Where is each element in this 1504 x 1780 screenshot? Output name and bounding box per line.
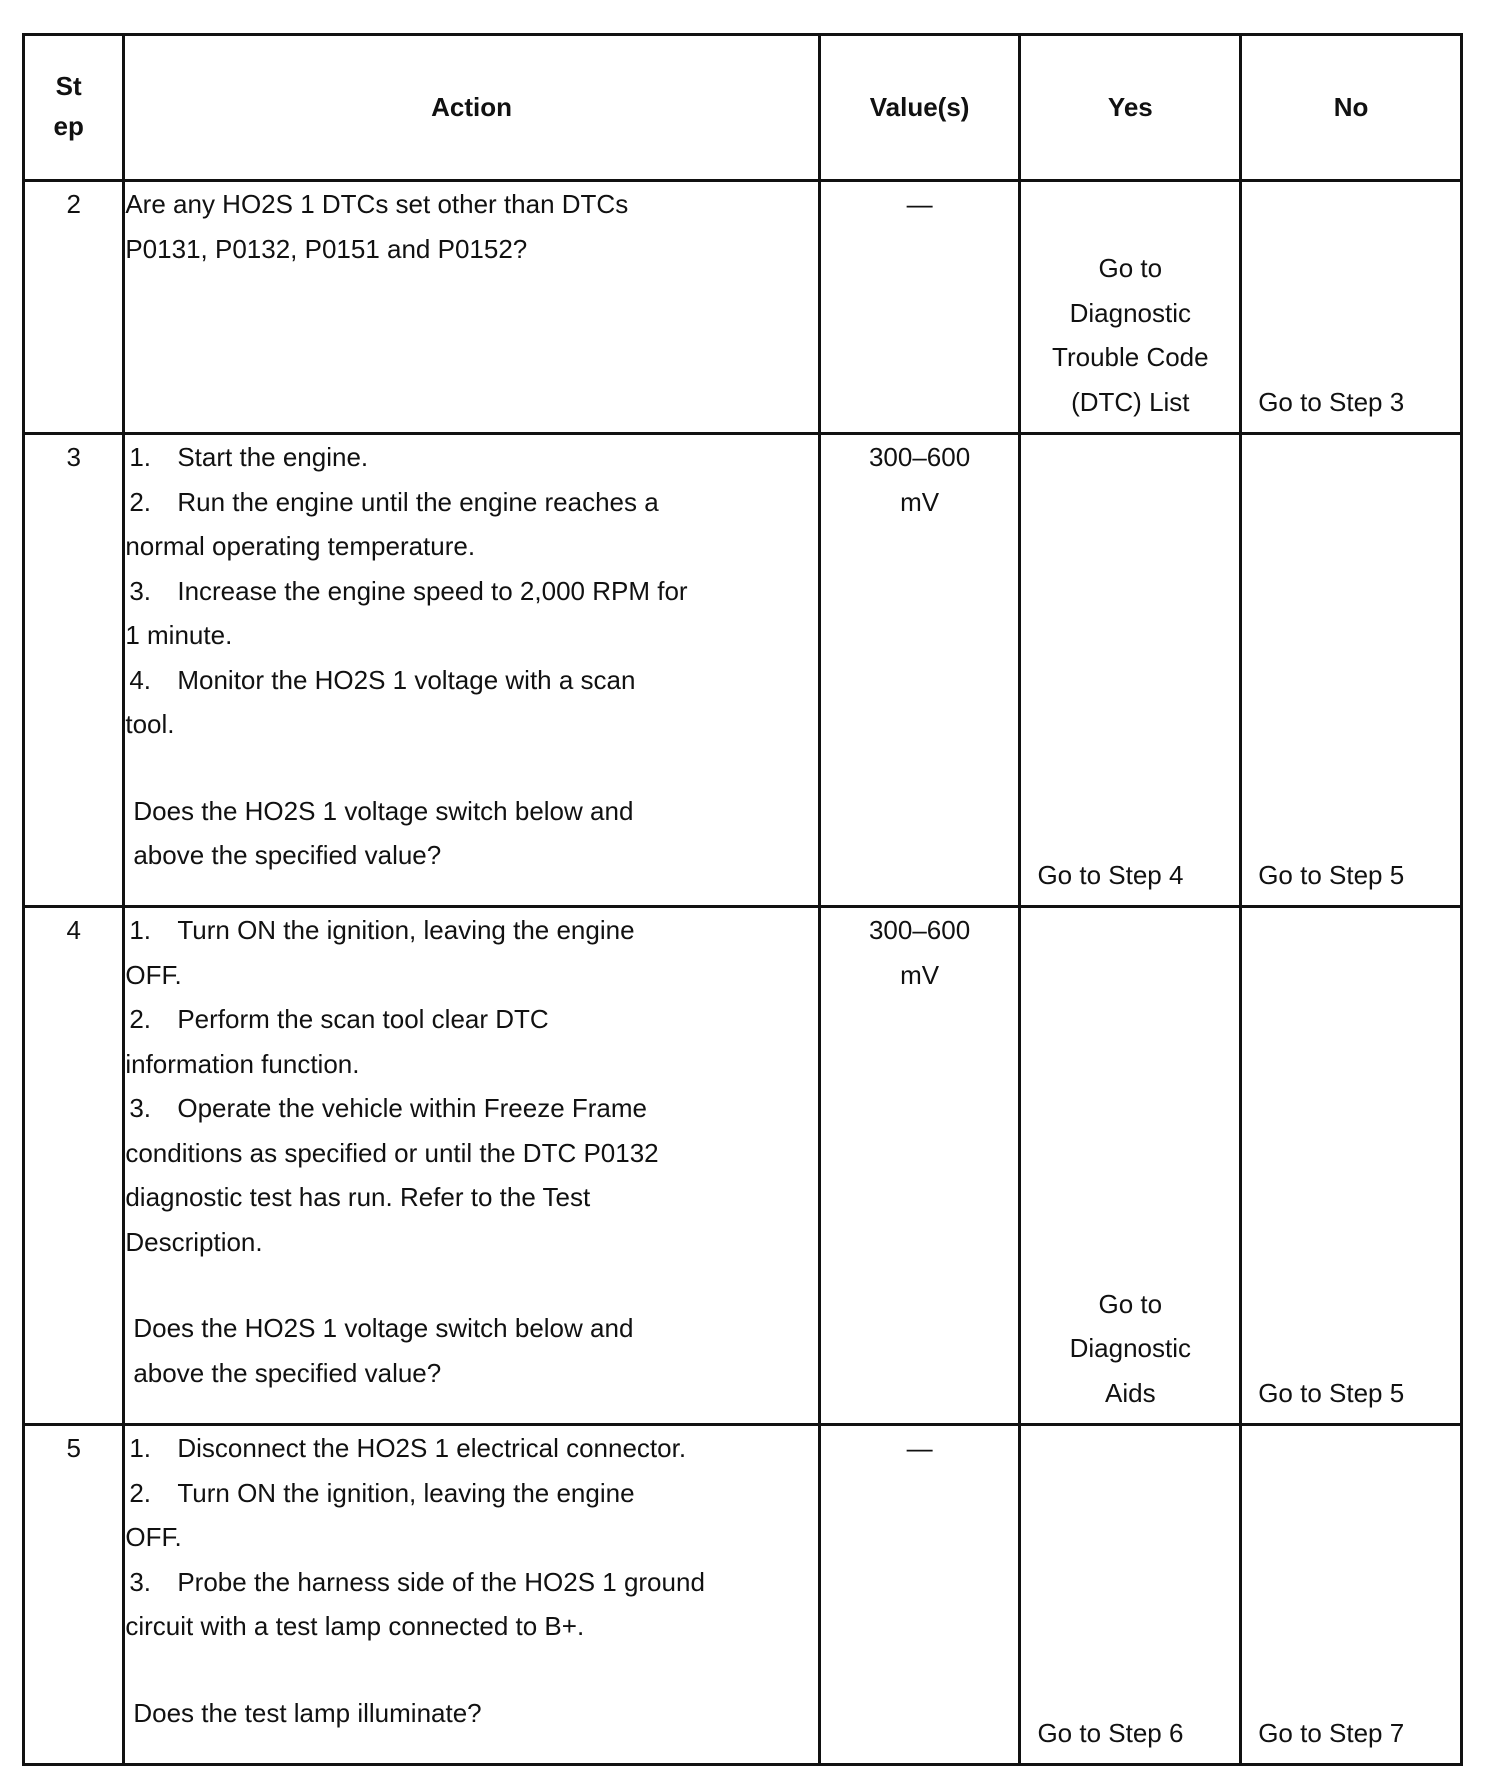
action-step-number: 1. xyxy=(129,1433,152,1463)
value-text: 300–600 mV xyxy=(868,442,971,517)
header-step-label: St ep xyxy=(53,71,84,142)
spacer xyxy=(125,1649,817,1691)
no-cell xyxy=(1241,434,1462,907)
action-step-text: Monitor the HO2S 1 voltage with a scan tool. xyxy=(125,664,636,739)
header-values: Value(s) xyxy=(819,35,1020,181)
action-step-number: 2. xyxy=(129,1477,152,1508)
value-text: 300–600 mV xyxy=(868,915,971,990)
header-yes: Yes xyxy=(1020,35,1241,181)
spacer xyxy=(125,1264,817,1306)
action-question: Does the HO2S 1 voltage switch below and above the specified value? xyxy=(133,795,634,870)
no-cell xyxy=(1241,181,1462,434)
action-cell xyxy=(124,1425,819,1765)
action-step-number: 1. xyxy=(129,915,152,945)
step-number: 5 xyxy=(24,1425,124,1765)
action-cell xyxy=(124,907,819,1425)
action-step-number: 2. xyxy=(129,486,152,517)
action-step xyxy=(125,1560,817,1649)
yes-cell xyxy=(1020,907,1241,1425)
action-step-text: Probe the harness side of the HO2S 1 ground circuit with a test lamp connected to B+. xyxy=(125,1566,705,1641)
table-row xyxy=(24,907,1462,1425)
action-step xyxy=(125,1426,817,1471)
action-cell xyxy=(124,434,819,907)
action-step xyxy=(125,908,817,997)
table-row xyxy=(24,1425,1462,1765)
yes-link[interactable]: Go to Step 6 xyxy=(1037,1717,1184,1748)
yes-cell xyxy=(1020,1425,1241,1765)
action-step xyxy=(125,569,817,658)
action-step-number: 2. xyxy=(129,1004,152,1034)
action-step-text: Turn ON the ignition, leaving the engine OFF. xyxy=(125,1477,635,1552)
action-step xyxy=(125,1086,817,1264)
yes-link[interactable]: Go to Diagnostic Trouble Code (DTC) List xyxy=(1052,253,1209,417)
value-cell: — xyxy=(819,1425,1020,1765)
action-step xyxy=(125,1471,817,1560)
yes-link[interactable]: Go to Diagnostic Aids xyxy=(1069,1288,1192,1408)
action-step-text: Start the engine. xyxy=(177,442,369,472)
yes-cell xyxy=(1020,434,1241,907)
value-cell xyxy=(819,434,1020,907)
action-step xyxy=(125,480,817,569)
header-action: Action xyxy=(124,35,819,181)
no-link[interactable]: Go to Step 3 xyxy=(1258,386,1405,417)
yes-link[interactable]: Go to Step 4 xyxy=(1037,859,1184,890)
no-cell xyxy=(1241,907,1462,1425)
action-step-number: 4. xyxy=(129,664,152,695)
action-step xyxy=(125,658,817,747)
action-step-number: 3. xyxy=(129,575,152,606)
action-step-text: Turn ON the ignition, leaving the engine OFF. xyxy=(125,915,635,990)
no-link[interactable]: Go to Step 5 xyxy=(1258,1377,1405,1408)
no-link[interactable]: Go to Step 5 xyxy=(1258,859,1405,890)
action-question: Does the test lamp illuminate? xyxy=(133,1697,482,1728)
action-question: Does the HO2S 1 voltage switch below and above the specified value? xyxy=(133,1313,634,1388)
action-step-text: Operate the vehicle within Freeze Frame conditions as specified or until the DTC P0132 diagnostic test has run. Refer to the Test Description. xyxy=(125,1093,659,1257)
no-link[interactable]: Go to Step 7 xyxy=(1258,1717,1405,1748)
header-no: No xyxy=(1241,35,1462,181)
value-cell xyxy=(819,907,1020,1425)
action-step xyxy=(125,435,817,480)
yes-cell xyxy=(1020,181,1241,434)
action-step-number: 3. xyxy=(129,1093,152,1123)
action-step-text: Disconnect the HO2S 1 electrical connector. xyxy=(177,1433,687,1463)
value-cell: — xyxy=(819,181,1020,434)
action-step xyxy=(125,997,817,1086)
action-cell xyxy=(124,181,819,434)
action-step-number: 3. xyxy=(129,1566,152,1597)
header-row xyxy=(24,35,1462,181)
diagnostic-table xyxy=(22,33,1463,1766)
step-number: 3 xyxy=(24,434,124,907)
spacer xyxy=(125,747,817,789)
table-row xyxy=(24,181,1462,434)
action-step-number: 1. xyxy=(129,442,152,472)
header-step xyxy=(24,35,124,181)
table-row xyxy=(24,434,1462,907)
action-question: Are any HO2S 1 DTCs set other than DTCs P0131, P0132, P0151 and P0152? xyxy=(125,189,629,264)
step-number: 2 xyxy=(24,181,124,434)
action-step-text: Perform the scan tool clear DTC information function. xyxy=(125,1004,549,1079)
no-cell xyxy=(1241,1425,1462,1765)
step-number: 4 xyxy=(24,907,124,1425)
action-step-text: Run the engine until the engine reaches a normal operating temperature. xyxy=(125,486,659,561)
action-step-text: Increase the engine speed to 2,000 RPM for 1 minute. xyxy=(125,575,688,650)
